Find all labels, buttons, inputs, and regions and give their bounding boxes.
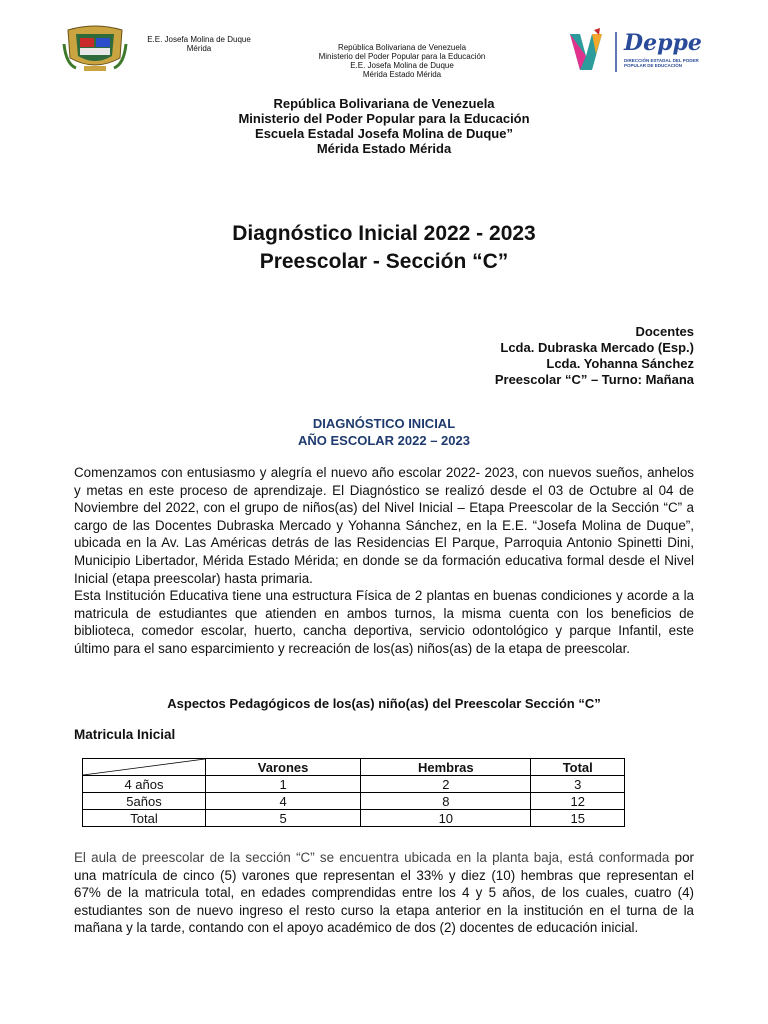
body-paragraphs bbox=[74, 464, 694, 658]
table-row bbox=[83, 776, 625, 793]
header-center-line-1: República Bolivariana de Venezuela bbox=[337, 43, 467, 52]
table-header-row bbox=[83, 759, 625, 776]
table-cell: 5 bbox=[206, 810, 361, 827]
document-title-line-1: Diagnóstico Inicial 2022 - 2023 bbox=[232, 222, 536, 245]
deppe-logo-subtitle: DIRECCIÓN ESTADAL DEL PODER POPULAR DE EDUCACIÓN bbox=[624, 58, 699, 68]
title-line-1: República Bolivariana de Venezuela bbox=[273, 96, 495, 111]
docentes-block bbox=[495, 324, 694, 388]
table-cell: 12 bbox=[531, 793, 625, 810]
deppe-logo bbox=[566, 26, 716, 78]
institution-paragraph: Esta Institución Educativa tiene una estructura Física de 2 plantas en buenas condiciones y acorde a la matricula de estudiantes que atienden en ambos turnos, la misma cuenta con los beneficios de biblioteca, comedor escolar, huerto, cancha deportiva, servicio odontológico y parque Infantil, este último para el sano esparcimiento y recreación de los(as) niños(as) de la etapa de preescolar. bbox=[74, 588, 694, 656]
title-line-3: Escuela Estadal Josefa Molina de Duque” bbox=[255, 126, 513, 141]
diagnostico-heading bbox=[0, 415, 768, 449]
header-center-line-4: Mérida Estado Mérida bbox=[362, 70, 442, 79]
diagnostico-line-1: DIAGNÓSTICO INICIAL bbox=[312, 416, 456, 431]
document-title bbox=[0, 220, 768, 276]
header-school-short: E.E. Josefa Molina de Duque bbox=[147, 35, 251, 44]
table-header-total: Total bbox=[531, 759, 625, 776]
table-header-varones: Varones bbox=[206, 759, 361, 776]
header-city-short: Mérida bbox=[186, 44, 212, 53]
intro-paragraph: Comenzamos con entusiasmo y alegría el nuevo año escolar 2022- 2023, con nuevos sueños, anhelos y metas en este proceso de aprendizaje. El Diagnóstico se realizó desde el 03 de Octubre al 04 de Noviembre del 2022, con el grupo de niños(as) del Nivel Inicial – Etapa Preescolar de la Sección “C” a cargo de las Docentes Dubraska Mercado y Yohanna Sánchez, en la E.E. “Josefa Molina de Duque”, ubicada en la Av. Las Américas detrás de las Residencias El Parque, Parroquia Antonio Spinetti Dini, Municipio Libertador, Mérida Estado Mérida; en donde se da formación educativa formal desde el Nivel Inicial (etapa preescolar) hasta primaria. bbox=[74, 465, 694, 586]
title-line-4: Mérida Estado Mérida bbox=[316, 141, 452, 156]
aspects-heading: Aspectos Pedagógicos de los(as) niño(as) del Preescolar Sección “C” bbox=[167, 696, 601, 711]
document-title-line-2: Preescolar - Sección “C” bbox=[259, 250, 509, 273]
header-center-line-3: E.E. Josefa Molina de Duque bbox=[350, 61, 454, 70]
table-cell: 1 bbox=[206, 776, 361, 793]
table-corner-cell bbox=[83, 759, 206, 776]
deppe-logo-text: Deppe bbox=[624, 30, 702, 56]
table-header-hembras: Hembras bbox=[361, 759, 531, 776]
classroom-paragraph bbox=[74, 849, 694, 937]
table-cell: 5años bbox=[83, 793, 206, 810]
table-cell: 15 bbox=[531, 810, 625, 827]
title-block bbox=[0, 96, 768, 156]
header-center-line-2: Ministerio del Poder Popular para la Educación bbox=[318, 52, 486, 61]
classroom-paragraph-part1: El aula de preescolar de la sección “C” se encuentra ubicada en la planta baja, está conformada bbox=[74, 850, 670, 865]
table-cell: 10 bbox=[361, 810, 531, 827]
table-cell: 2 bbox=[361, 776, 531, 793]
school-crest-logo bbox=[62, 24, 128, 74]
matricula-table bbox=[82, 758, 625, 827]
docente-1: Lcda. Dubraska Mercado (Esp.) bbox=[500, 340, 694, 355]
matricula-heading: Matricula Inicial bbox=[74, 727, 176, 742]
title-line-2: Ministerio del Poder Popular para la Educación bbox=[238, 111, 530, 126]
diagnostico-line-2: AÑO ESCOLAR 2022 – 2023 bbox=[298, 433, 470, 448]
table-row bbox=[83, 793, 625, 810]
docente-2: Lcda. Yohanna Sánchez bbox=[546, 356, 694, 371]
table-cell: 3 bbox=[531, 776, 625, 793]
table-cell: 4 años bbox=[83, 776, 206, 793]
docentes-heading: Docentes bbox=[635, 324, 694, 339]
header-center-info bbox=[282, 43, 522, 79]
docentes-group: Preescolar “C” – Turno: Mañana bbox=[494, 372, 694, 387]
table-row bbox=[83, 810, 625, 827]
table-cell: Total bbox=[83, 810, 206, 827]
table-cell: 4 bbox=[206, 793, 361, 810]
header-school-name bbox=[136, 35, 262, 53]
table-cell: 8 bbox=[361, 793, 531, 810]
classroom-paragraph-part2: por una matrícula de cinco (5) varones que representan el 33% y diez (10) hembras que representan el 67% de la matricula total, en edades comprendidas entre los 4 y 5 años, de los cuales, cuatro (4) estudiantes son de nuevo ingreso el resto curso la etapa anterior en la institución en el turna de la mañana y la tarde, contando con el apoyo académico de dos (2) docentes de educación inicial. bbox=[74, 850, 694, 936]
